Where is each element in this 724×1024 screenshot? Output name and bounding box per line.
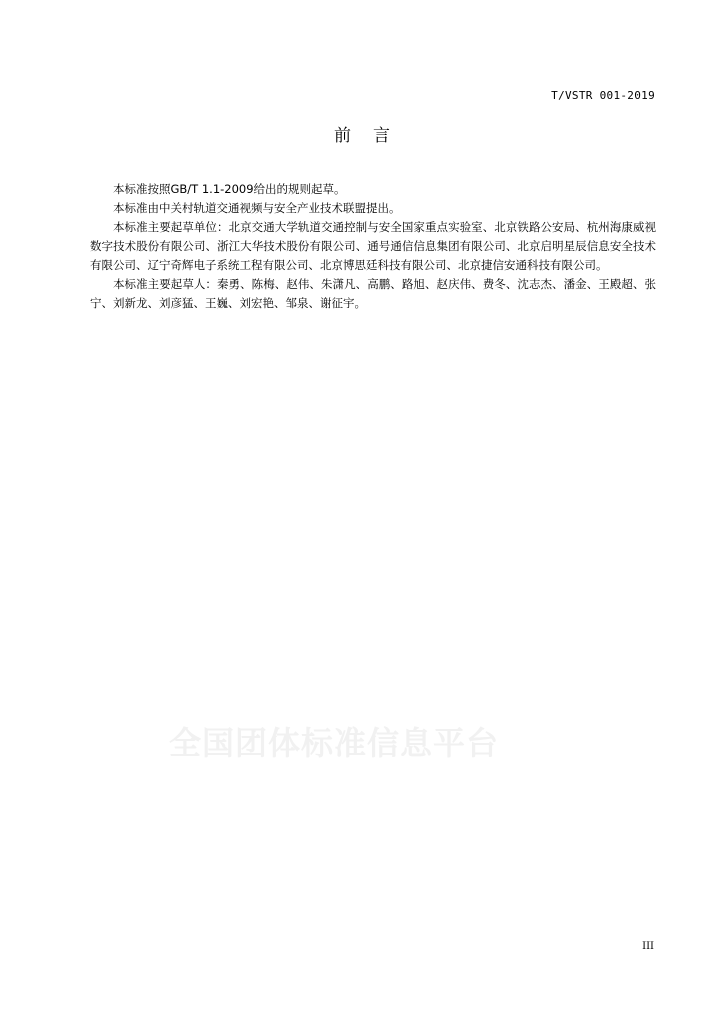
page-title: 前言 [334,126,412,146]
foreword-body [90,180,656,313]
paragraph-proposer: 本标准由中关村轨道交通视频与安全产业技术联盟提出。 [113,201,401,215]
paragraph-drafters: 本标准主要起草人：秦勇、陈梅、赵伟、朱潇凡、高鹏、路旭、赵庆伟、费冬、沈志杰、潘金、王殿超、张宁、刘新龙、刘彦猛、王巍、刘宏艳、邹泉、谢征宇。 [90,277,656,310]
watermark: 全国团体标准信息平台 [168,724,499,762]
paragraph-drafting-units: 本标准主要起草单位：北京交通大学轨道交通控制与安全国家重点实验室、北京铁路公安局、杭州海康威视数字技术股份有限公司、浙江大华技术股份有限公司、通号通信信息集团有限公司、北京启明星辰信息安全技术有限公司、辽宁奇辉电子系统工程有限公司、北京博思廷科技有限公司、北京捷信安通科技有限公司。 [90,220,656,272]
page-number: III [642,941,654,952]
standard-code: T/VSTR 001-2019 [551,89,655,102]
paragraph-drafting-rules: 本标准按照GB/T 1.1-2009给出的规则起草。 [113,182,346,196]
